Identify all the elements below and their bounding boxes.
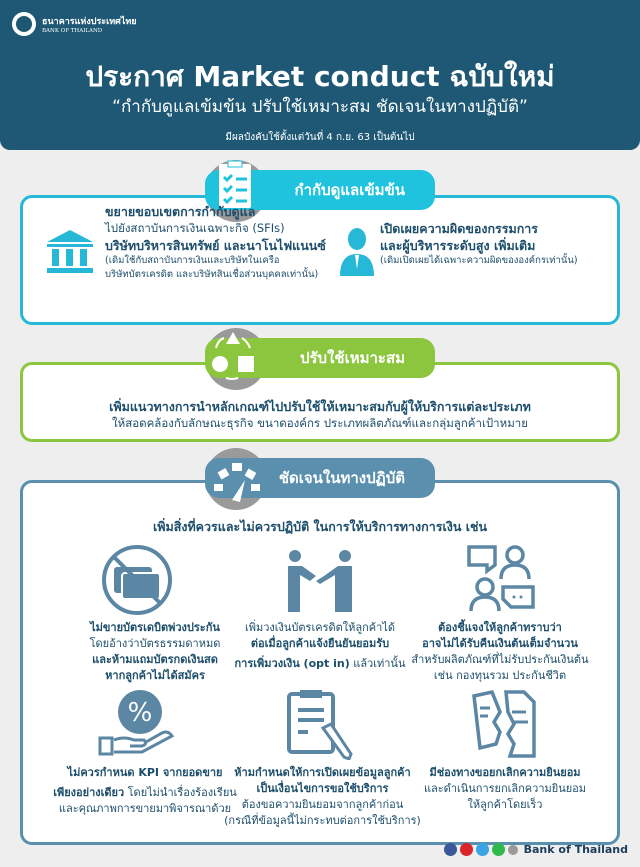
guideline-text: แล้วเท่านั้น (349, 657, 406, 670)
guideline-text: ไม่ขายบัตรเดบิตพ่วงประกัน (90, 621, 220, 634)
scope-line: บริษัทบริหารสินทรัพย์ และนาโนไฟแนนซ์ (105, 238, 326, 253)
disclosure-line: และผู้บริหารระดับสูง เพิ่มเติม (380, 238, 536, 253)
guideline-text: ไม่ควรกำหนด KPI จากยอดขาย (67, 766, 223, 779)
percent-hand-icon (98, 688, 178, 758)
guideline-item (405, 765, 605, 813)
guideline-text: เป็นเงื่อนไขการขอใช้บริการ (256, 782, 389, 795)
guideline-text: โดยอ้างว่าบัตรธรรมดาหมด (89, 637, 221, 650)
no-credit-card-icon (100, 543, 174, 617)
shapes-cycle-icon (208, 330, 258, 385)
effective-date: มีผลบังคับใช้ตั้งแต่วันที่ 4 ก.ย. 63 เป็นต้นไป (225, 132, 415, 143)
guideline-text: หากลูกค้าไม่ได้สมัคร (105, 669, 205, 682)
guideline-text: ห้ามกำหนดให้การเปิดเผยข้อมูลลูกค้า (234, 766, 411, 779)
scope-line: ไปยังสถาบันการเงินเฉพาะกิจ (SFIs) (105, 221, 285, 235)
guideline-text: เช่น กองทุนรวม ประกันชีวิต (433, 669, 567, 682)
disclosure-block (380, 220, 615, 268)
section-1-title: กำกับดูแลเข้มข้น (294, 181, 405, 199)
scope-expansion-block (105, 203, 335, 282)
header-banner (0, 0, 640, 150)
website-icon[interactable] (508, 845, 518, 855)
guideline-text: เพิ่มวงเงินบัตรเครดิตให้ลูกค้าได้ (244, 621, 396, 634)
section-2-title: ปรับใช้เหมาะสม (299, 349, 405, 367)
guideline-text: และห้ามแถมบัตรกดเงินสด (92, 653, 218, 666)
guideline-text: สำหรับผลิตภัณฑ์ที่ไม่รับประกันเงินต้น (411, 653, 589, 666)
scope-heading: ขยายขอบเขตการกำกับดูแล (105, 204, 256, 219)
gauge-icon (212, 460, 262, 504)
guideline-text: โดยไม่นำเรื่องร้องเรียน (124, 786, 237, 799)
logo-english-text: BANK OF THAILAND (42, 28, 103, 34)
conversation-icon (465, 543, 537, 613)
guideline-text: และดำเนินการยกเลิกความยินยอม (423, 782, 587, 795)
page-title: ประกาศ Market conduct ฉบับใหม่ (85, 60, 555, 93)
logo-thai-text: ธนาคารแห่งประเทศไทย (42, 17, 137, 27)
line-icon[interactable] (492, 843, 505, 856)
clipboard-pen-icon (285, 688, 355, 760)
facebook-icon[interactable] (444, 843, 457, 856)
guideline-text: การเพิ่มวงเงิน (opt in) (234, 657, 350, 670)
page-subtitle: “กำกับดูแลเข้มข้น ปรับใช้เหมาะสม ชัดเจนในทางปฏิบัติ” (112, 97, 528, 117)
section-2-body (20, 398, 620, 432)
executive-person-icon (340, 226, 374, 276)
guideline-text: ต่อเมื่อลูกค้าแจ้งยืนยันยอมรับ (250, 637, 390, 650)
disclosure-heading: เปิดเผยความผิดของกรรมการ (380, 221, 539, 236)
bank-building-icon (45, 228, 95, 274)
guideline-text: ให้ลูกค้าโดยเร็ว (467, 798, 543, 811)
scope-note: บริษัทบัตรเครดิต และบริษัทสินเชื่อส่วนบุคคลเท่านั้น) (105, 269, 319, 280)
guideline-text: อาจไม่ได้รับคืนเงินต้นเต็มจำนวน (422, 637, 578, 650)
torn-document-icon (470, 688, 536, 760)
scope-note: (เดิมใช้กับสถาบันการเงินและบริษัทในเครือ (105, 255, 280, 266)
section-2-line: เพิ่มแนวทางการนำหลักเกณฑ์ไปปรับใช้ให้เหมาะสมกับผู้ให้บริการแต่ละประเภท (109, 399, 531, 414)
guideline-text: ต้องชี้แจงให้ลูกค้าทราบว่า (438, 621, 562, 634)
bot-logo (12, 12, 137, 36)
guideline-text: มีช่องทางขอยกเลิกความยินยอม (429, 766, 581, 779)
guideline-text: (กรณีที่ข้อมูลนี้ไม่กระทบต่อการใช้บริการ) (224, 814, 421, 827)
section-2-line: ให้สอดคล้องกับลักษณะธุรกิจ ขนาดองค์กร ประเภทผลิตภัณฑ์และกลุ่มลูกค้าเป้าหมาย (112, 416, 528, 430)
twitter-icon[interactable] (476, 843, 489, 856)
section-3-title: ชัดเจนในทางปฏิบัติ (278, 469, 405, 487)
handshake-icon (285, 548, 355, 614)
section-3-intro: เพิ่มสิ่งที่ควรและไม่ควรปฏิบัติ ในการให้บริการทางการเงิน เช่น (152, 519, 488, 534)
youtube-icon[interactable] (460, 843, 473, 856)
guideline-item (220, 620, 420, 672)
guideline-text: และคุณภาพการขายมาพิจารณาด้วย (58, 802, 232, 815)
guideline-text: เพียงอย่างเดียว (53, 786, 125, 799)
svg-text:%: % (127, 698, 153, 728)
disclosure-note: (เดิมเปิดเผยได้เฉพาะความผิดขององค์กรเท่านั้น) (380, 255, 578, 266)
footer (444, 843, 628, 856)
guideline-text: ต้องขอความยินยอมจากลูกค้าก่อน (241, 798, 404, 811)
guideline-item (215, 765, 430, 829)
guideline-item (395, 620, 605, 684)
footer-brand: Bank of Thailand (523, 843, 628, 856)
bot-seal-icon (12, 12, 36, 36)
